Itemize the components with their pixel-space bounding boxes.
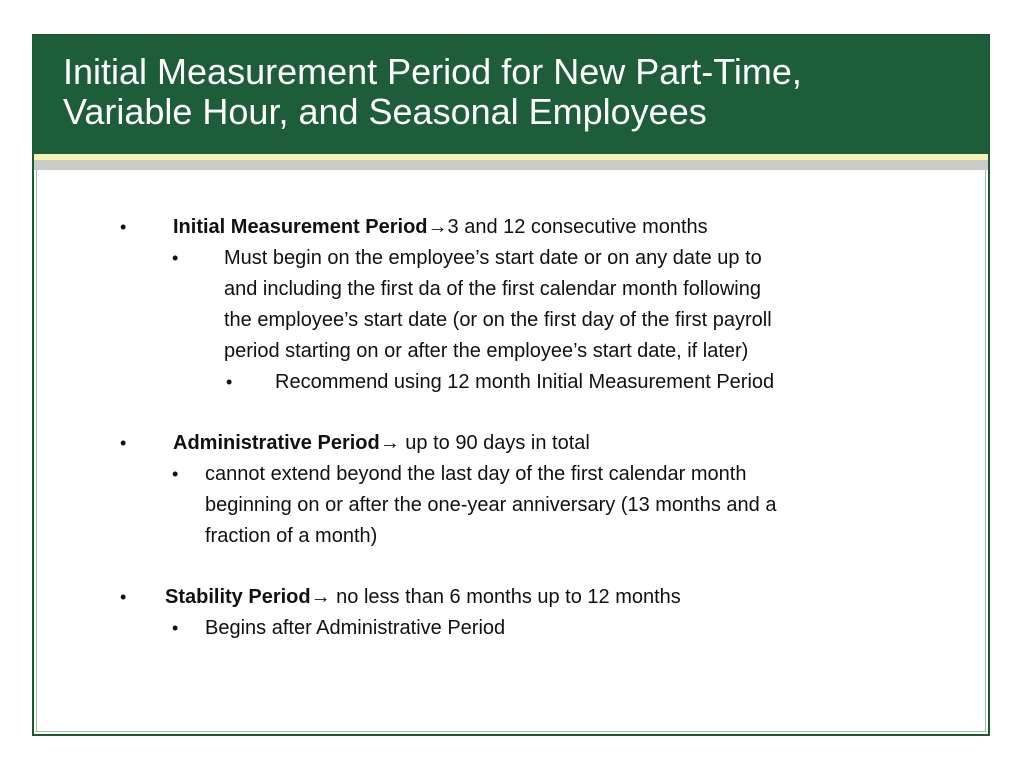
arrow-icon: → [310, 586, 331, 608]
sub-bullet-3: • [172, 618, 179, 638]
section-2-heading-line [173, 431, 590, 455]
section-1-heading: Initial Measurement Period [173, 216, 428, 238]
section-1-subsub-line: Recommend using 12 month Initial Measurement Period [275, 371, 775, 393]
section-1-heading-line [173, 215, 708, 239]
arrow-icon: → [379, 432, 400, 454]
section-2-sub-line: cannot extend beyond the last day of the first calendar month [205, 463, 747, 485]
section-1-sub-line: Must begin on the employee’s start date or on any date up to [224, 247, 762, 269]
bullet-2: • [120, 433, 127, 453]
slide-title [63, 52, 963, 132]
section-2-text: up to 90 days in total [399, 432, 590, 454]
section-1-sub-line: the employee’s start date (or on the first day of the first payroll [224, 309, 772, 331]
section-3-text: no less than 6 months up to 12 months [330, 586, 681, 608]
section-1-sub-line: and including the first da of the first calendar month following [224, 278, 761, 300]
sub-bullet-1: • [172, 248, 179, 268]
section-3-heading-line [165, 585, 681, 609]
section-1-text: 3 and 12 consecutive months [447, 216, 708, 238]
title-line-2: Variable Hour, and Seasonal Employees [63, 91, 707, 132]
bullet-3: • [120, 587, 127, 607]
bullet-1: • [120, 217, 127, 237]
section-2-sub-line: beginning on or after the one-year anniversary (13 months and a [205, 494, 777, 516]
title-line-1: Initial Measurement Period for New Part-Time, [63, 51, 802, 92]
section-1-sub-line: period starting on or after the employee’s start date, if later) [224, 340, 749, 362]
shadow-stripe [34, 160, 988, 170]
section-2-sub-line: fraction of a month) [205, 525, 378, 547]
section-3-heading: Stability Period [165, 586, 311, 608]
section-3-sub-line: Begins after Administrative Period [205, 617, 506, 639]
sub-bullet-2: • [172, 464, 179, 484]
sub-sub-bullet: • [226, 372, 233, 392]
arrow-icon: → [427, 216, 448, 238]
section-2-heading: Administrative Period [173, 432, 380, 454]
